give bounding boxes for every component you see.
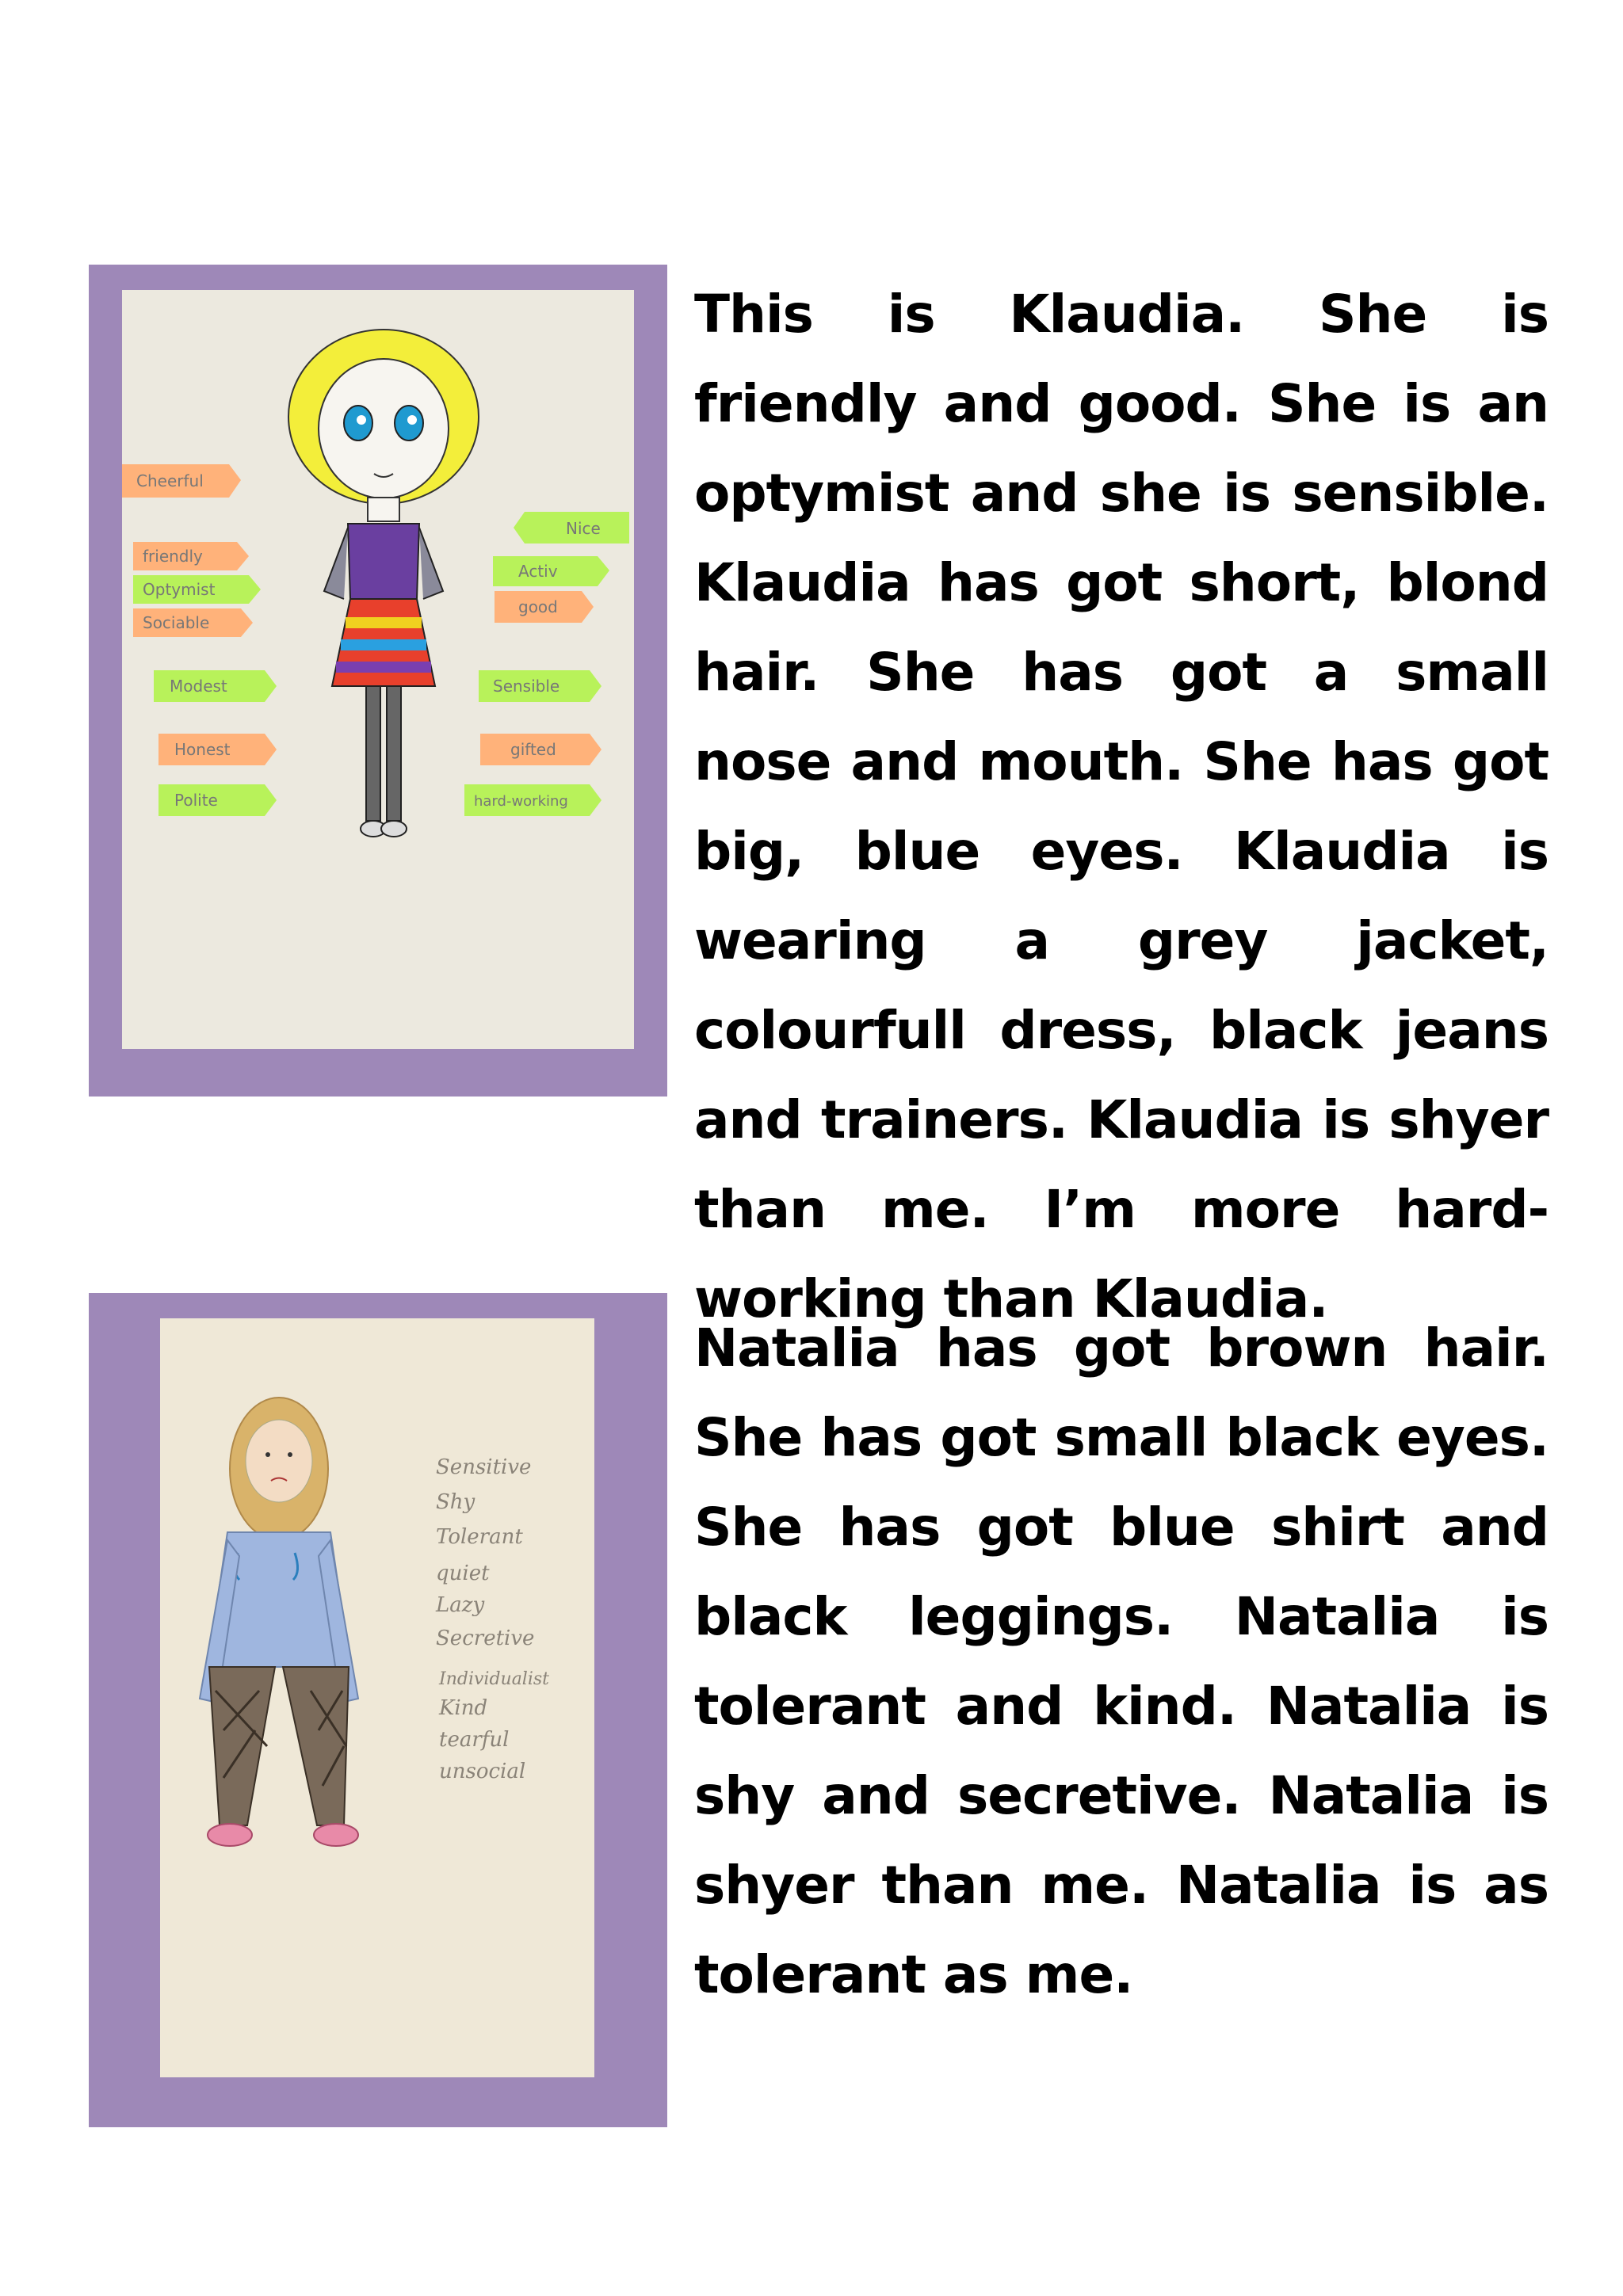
svg-text:Secretive: Secretive	[436, 1627, 535, 1650]
svg-text:Modest: Modest	[170, 677, 227, 696]
svg-text:Lazy: Lazy	[436, 1593, 485, 1617]
tag-hard-working	[464, 784, 601, 816]
left-leg	[366, 686, 380, 821]
tag-sensible	[479, 670, 601, 702]
tag-activ	[493, 556, 609, 586]
svg-text:Optymist: Optymist	[143, 580, 216, 599]
svg-text:Individualist: Individualist	[439, 1669, 550, 1689]
svg-text:quiet: quiet	[436, 1562, 490, 1585]
tag-gifted	[480, 734, 601, 765]
svg-text:hard-working: hard-working	[474, 793, 568, 810]
natalia-drawing-photo	[160, 1318, 594, 2077]
svg-text:Sensitive: Sensitive	[436, 1455, 532, 1479]
svg-text:gifted: gifted	[510, 740, 556, 759]
svg-text:Activ: Activ	[518, 562, 558, 581]
natalia-description: Natalia has got brown hair. She has got small black eyes. She has got blue shirt and black leggings. Natalia is tolerant and kind. Natalia is shy and secretive. Natalia is shyer than me. Natalia is as tolerant as me.	[694, 1318, 1549, 2005]
right-leg	[387, 686, 401, 821]
svg-text:friendly: friendly	[143, 547, 203, 566]
face-shape	[246, 1420, 312, 1502]
svg-text:unsocial: unsocial	[439, 1760, 526, 1783]
right-leg	[283, 1667, 349, 1825]
jacket-shape	[348, 524, 419, 599]
svg-text:Sociable: Sociable	[143, 613, 210, 632]
tag-good	[495, 591, 594, 623]
svg-text:tearful: tearful	[439, 1728, 510, 1752]
svg-text:Nice: Nice	[566, 519, 601, 538]
tag-sociable	[133, 608, 253, 637]
svg-text:Cheerful: Cheerful	[136, 471, 204, 490]
klaudia-drawing-photo	[122, 290, 634, 1049]
klaudia-drawing	[122, 290, 634, 1049]
tag-polite	[158, 784, 277, 816]
natalia-drawing	[160, 1318, 594, 2077]
svg-text:Shy: Shy	[436, 1490, 475, 1514]
trait-words	[435, 1455, 549, 1783]
tag-honest	[158, 734, 277, 765]
tag-friendly	[133, 542, 249, 570]
left-leg	[209, 1667, 275, 1825]
tag-nice	[514, 512, 629, 543]
svg-text:Kind: Kind	[439, 1696, 488, 1720]
svg-text:Sensible: Sensible	[493, 677, 560, 696]
tag-modest	[154, 670, 277, 702]
natalia-photo-frame	[89, 1293, 667, 2127]
svg-text:Polite: Polite	[174, 791, 218, 810]
svg-text:good: good	[518, 597, 558, 616]
klaudia-description: This is Klaudia. She is friendly and good. She is an optymist and she is sensible. Klaudia has got short, blond hair. She has got a small nose and mouth. She has got big, blue eyes. Klaudia is wearing a grey jacket, colourfull dress, black jeans and trainers. Klaudia is shyer than me. I’m more hard-working than Klaudia.	[694, 284, 1549, 1329]
tag-cheerful	[122, 464, 241, 498]
klaudia-photo-frame	[89, 265, 667, 1097]
tag-optymist	[133, 575, 261, 604]
svg-text:Honest: Honest	[174, 740, 231, 759]
svg-text:Tolerant: Tolerant	[436, 1525, 523, 1549]
